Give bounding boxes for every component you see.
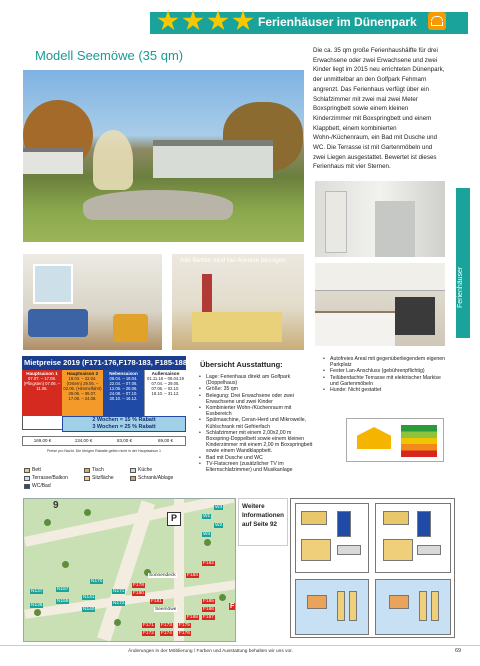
floor-plan-bed [383, 511, 409, 525]
map-lot-label: F171 [143, 623, 154, 628]
legend-item: Bett [24, 467, 41, 473]
map-lot-label: F175 [179, 623, 190, 628]
list-item: • Spülmaschine, Ceran-Herd und Mikrowelle, Kühlschrank mit Gefrierfach [198, 417, 313, 429]
map-lot-label: F172 [143, 631, 154, 636]
floor-plan-kitchen [337, 545, 361, 555]
floor-plan-bed [301, 511, 327, 525]
season-low [144, 370, 186, 416]
map-lot-label: F185 [203, 599, 214, 604]
list-item: • Autofreies Areal mit gegenüberliegendem eigenen Parkplatz [322, 356, 450, 368]
map-lot-label: W3 [215, 505, 223, 510]
legend-item: Sitzfläche [84, 475, 114, 481]
legend-item: Tisch [84, 467, 104, 473]
season-high-2 [62, 370, 103, 416]
price-low: 69,00 € [157, 438, 173, 443]
price-note: Preise pro Nacht. Die übrigen Rabatte gelten nicht in der Hauptsaison 1 [46, 449, 162, 453]
floor-plan-kitchen [417, 545, 441, 555]
season-high-1 [22, 370, 62, 416]
legend-item: WC/Bad [24, 483, 51, 489]
season-dates: 06.04. – 18.04. 22.04. – 07.06. 12.06. – 28.06. 24.08. – 07.10. 30.10. – 16.12. [109, 376, 138, 401]
floor-plan-seating [383, 539, 413, 561]
map-lot-label: N136 [31, 603, 43, 608]
map-lot-label: F174 [161, 631, 172, 636]
season-name: Hauptsaison 2 [66, 371, 99, 376]
map-lot-label: F176 [179, 631, 190, 636]
legend-swatch [24, 484, 30, 489]
legend-swatch [24, 476, 30, 481]
floor-plan-table [389, 595, 409, 609]
map-f-marker: F [230, 603, 235, 610]
bathroom-photo [315, 181, 445, 257]
price-high-2: 134,00 € [74, 438, 93, 443]
floor-plan-terrace [375, 579, 451, 635]
map-lot-label: N157 [57, 587, 69, 592]
legend-swatch [130, 468, 136, 473]
floor-plan-lounger [431, 591, 439, 621]
bedroom-photo [172, 254, 304, 350]
map-lot-label: F181 [151, 599, 162, 604]
header-title: Ferienhäuser im Dünenpark [258, 15, 417, 29]
season-name: Hauptsaison 1 [26, 371, 58, 376]
side-tab-label: Ferienhäuser [457, 266, 464, 308]
map-lot-label: F187 [203, 615, 214, 620]
kitchen-photo [315, 263, 445, 346]
legend-item: Schrank/Ablage [130, 475, 173, 481]
more-info-line: Informationen [242, 512, 284, 519]
parking-marker: P [167, 512, 181, 526]
floor-plan-lounger [349, 591, 357, 621]
map-lot-label: F173 [161, 623, 172, 628]
map-lot-label: F183 [187, 573, 198, 578]
map-lot-label: Sonnendeck [149, 573, 176, 578]
legend-swatch [84, 476, 90, 481]
map-lot-label: N171 [113, 589, 125, 594]
price-high-1: 169,00 € [33, 438, 52, 443]
more-info-box[interactable] [238, 498, 288, 546]
map-lot-label: F180 [133, 591, 144, 596]
season-mid [103, 370, 144, 416]
map-lot-label: N137 [31, 589, 43, 594]
more-info-line: Weitere [242, 503, 265, 510]
legend-swatch [84, 468, 90, 473]
list-item: • Kombinierter Wohn-/Küchenraum mit Essbereich [198, 405, 313, 417]
legend-item: Terrasse/Balkon [24, 475, 68, 481]
season-name: Außersaison [151, 371, 180, 376]
living-room-photo [23, 254, 162, 350]
list-item: • Hunde: Nicht gestattet [322, 387, 450, 393]
map-lot-label: F178 [133, 583, 144, 588]
floor-plan-lounger [337, 591, 345, 621]
footer-divider [0, 645, 480, 646]
footer-note: Änderungen in der Möblierung / Farben und Ausstattung behalten wir uns vor. [128, 649, 293, 654]
map-lot-label: N141 [83, 595, 95, 600]
features-title: Übersicht Ausstattung: [200, 360, 283, 369]
map-lot-label: F186 [203, 607, 214, 612]
floor-plan-lounger [419, 591, 427, 621]
list-item: • Fester Lan-Anschluss (gebührenpflichtig) [322, 368, 450, 374]
list-item: • Teilüberdachte Terrasse mit elektrischer Markise und Gartenmöbeln [322, 375, 450, 387]
map-lot-label: N170 [91, 579, 103, 584]
discount-2-weeks: 2 Wochen = 15 % Rabatt [92, 417, 156, 423]
list-item: • Schlafzimmer mit einem 2,00x2,00 m Boxspring-Doppelbett sowie einem kleinen Kinderzimmer mit einem 2,00 m Boxspringbett sowie einem Wandklappbett. [198, 430, 313, 455]
list-item: • Bad mit Dusche und WC [198, 455, 313, 461]
legend-item: Küche [130, 467, 152, 473]
legend-swatch [24, 468, 30, 473]
map-lot-label: N140 [83, 607, 95, 612]
list-item: • TV-Flatscreen (zusätzlicher TV im Elternschlafzimmer) und Musikanlage [198, 461, 313, 473]
map-lot-label: W4 [203, 532, 211, 537]
description-text: Die ca. 35 qm große Ferienhaushälfte für drei Erwachsene oder zwei Erwachsene und zwei Kinder liegt im 2015 neu errichteten Dünenpark, der unmittelbar an den Golfpark Fehmarn angrenzt. Das Ferienhaus verfügt über ein Schlafzimmer mit zwei mal zwei Meter Boxspringbett sowie einem kleinen Kinderzimmer mit Boxspringbett und einem Klappbett, einem kombinierten Wohn-/Küchenraum, ein Bad mit Dusche und WC. Die Terrasse ist mit Gartenmöbeln und zwei Liegen ausgestattet. Bewertet ist dieses Ferienhaus mit vier Sternen. [313, 47, 445, 171]
map-number: 9 [53, 500, 59, 511]
floor-plan [290, 498, 455, 638]
legend-swatch [130, 476, 136, 481]
energy-label-image [346, 418, 444, 462]
map-lot-label: F182 [203, 561, 214, 566]
floor-plan-bath [417, 511, 431, 537]
map-lot-label: F188 [187, 615, 198, 620]
floor-plan-table [307, 595, 327, 609]
map-lot-label: Seemöwe [155, 607, 177, 612]
map-lot-label: W1 [203, 514, 211, 519]
floor-plan-seating [301, 539, 331, 561]
map-lot-label: N159 [57, 599, 69, 604]
season-dates: 18.04. – 22.04. (Ostern) 29.05. – 02.06. (Himmelfahrt) 29.06. – 06.07. 17.08. – 24.08. [63, 376, 102, 401]
more-info-line: auf Seite 92 [242, 521, 277, 528]
side-tab[interactable] [456, 188, 470, 338]
model-title: Modell Seemöwe (35 qm) [35, 48, 184, 63]
features-list-left [198, 374, 313, 473]
map-lot-label: N172 [113, 601, 125, 606]
house-exterior-photo [23, 70, 304, 242]
list-item: • Belegung: Drei Erwachsene oder zwei Erwachsene und zwei Kinder [198, 393, 313, 405]
season-dates: 07.07. – 17.08. (Pfingsten) 07.06. – 11.06. [23, 376, 61, 391]
discount-3-weeks: 3 Wochen = 25 % Rabatt [92, 424, 156, 430]
price-mid: 83,00 € [116, 438, 132, 443]
season-name: Nebensaison [109, 371, 138, 376]
page-number: 69 [455, 648, 462, 654]
floor-plan-bath [337, 511, 351, 537]
features-list-right [322, 356, 450, 393]
list-item: • Größe: 35 qm [198, 386, 313, 392]
price-table-title: Mietpreise 2019 (F171-176,F178-183, F185-188) [24, 358, 190, 367]
house-logo-icon [428, 12, 446, 30]
site-map [23, 498, 236, 642]
bed-caption: Alle Betten sind bei Anreise bezogen [180, 257, 286, 264]
list-item: • Lage: Ferienhaus direkt am Golfpark (Doppelhaus) [198, 374, 313, 386]
map-lot-label: W2 [215, 523, 223, 528]
season-dates: 01.11.18 – 06.04.19 07.04. – 29.05. 07.06. – 02.10. 18.10. – 31.12. [147, 376, 184, 396]
